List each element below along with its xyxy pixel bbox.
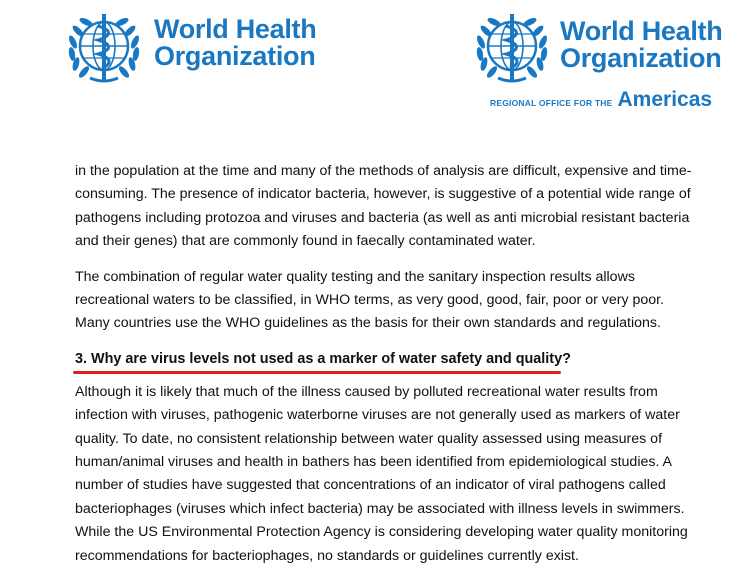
who-logo-left xyxy=(62,6,316,84)
logo-line1: World Health xyxy=(560,16,723,46)
paho-logo-right xyxy=(470,6,722,84)
heading-red-underline xyxy=(73,371,561,374)
logo-line1: World Health xyxy=(154,14,317,44)
paragraph-1: in the population at the time and many of the methods of analysis are difficult, expensive and time-consuming. The presence of indicator bacteria, however, is suggestive of a potential wide range of pathogens including protozoa and viruses and bacteria (as well as anti microbial resistant bacteria and their genes) that are commonly found in faecally contaminated water. xyxy=(75,163,692,250)
logo-line2: Organization xyxy=(154,41,316,71)
regional-office-label xyxy=(490,88,712,112)
logo-line2: Organization xyxy=(560,43,722,73)
who-logo-text xyxy=(154,16,316,70)
who-emblem-icon xyxy=(62,6,146,84)
who-emblem-icon xyxy=(470,6,554,84)
document-body xyxy=(75,160,695,580)
paho-logo-text xyxy=(560,18,722,72)
regional-office-small: REGIONAL OFFICE FOR THE xyxy=(490,98,613,108)
section-heading: 3. Why are virus levels not used as a marker of water safety and quality? xyxy=(75,350,571,367)
paragraph-2: The combination of regular water quality testing and the sanitary inspection results allows recreational waters to be classified, in WHO terms, as very good, good, fair, poor or very poor. Many countries use the WHO guidelines as the basis for their own standards and regulations. xyxy=(75,268,665,332)
regional-office-americas: Americas xyxy=(617,88,713,111)
paragraph-3: Although it is likely that much of the illness caused by polluted recreational water results from infection with viruses, pathogenic waterborne viruses are not generally used as markers of water quality. To date, no consistent relationship between water quality assessed using measures of human/animal viruses and health in bathers has been identified from epidemiological studies. A number of studies have suggested that concentrations of an indicator of viral pathogens called bacteriophages (viruses which infect bacteria) may be associated with illness levels in swimmers. While the US Environmental Protection Agency is considering developing water quality monitoring recommendations for bacteriophages, no standards or guidelines currently exist. xyxy=(75,383,688,564)
